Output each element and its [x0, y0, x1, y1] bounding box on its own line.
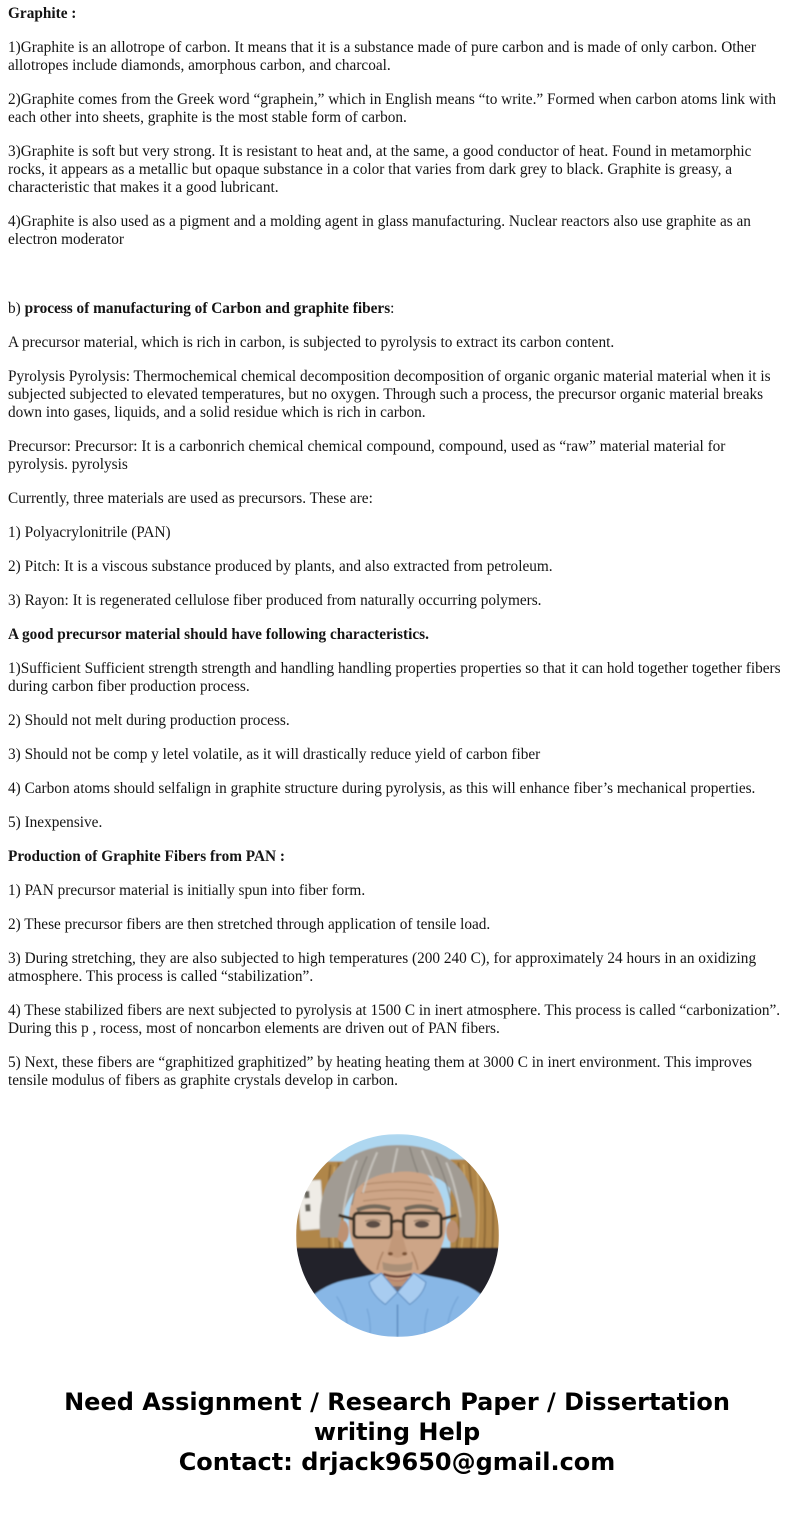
list-item: 5) Inexpensive. — [8, 814, 103, 831]
list-item: 3) Should not be comp y letel volatile, as it will drastically reduce yield of carbon fiber — [8, 746, 541, 763]
list-item: 2) These precursor fibers are then stretched through application of tensile load. — [8, 916, 491, 933]
paragraph: 1)Graphite is an allotrope of carbon. It means that it is a substance made of pure carbon and is made of only carbon. Other allotropes include diamonds, amorphous carbon, and charcoal. — [8, 39, 757, 74]
list-item: 5) Next, these fibers are “graphitized graphitized” by heating heating them at 3000 C in inert environment. This improves tensile modulus of fibers as graphite crystals develop in carbon. — [8, 1054, 752, 1089]
footer-line-2: writing Help — [313, 1418, 481, 1446]
list-item: 3) During stretching, they are also subjected to high temperatures (200 240 C), for approximately 24 hours in an oxidizing atmosphere. This process is called “stabilization”. — [8, 950, 757, 985]
footer-line-1: Need Assignment / Research Paper / Dissertation — [64, 1388, 730, 1416]
list-item: 1) Polyacrylonitrile (PAN) — [8, 524, 171, 541]
heading-bold-text: process of manufacturing of Carbon and graphite fibers — [24, 300, 391, 317]
profile-photo-container — [0, 1134, 794, 1337]
paragraph: Pyrolysis Pyrolysis: Thermochemical chemical decomposition decomposition of organic organic material material when it is subjected subjected to elevated temperatures, but no oxygen. Through such a process, the precursor organic material breaks down into gases, liquids, and a solid residue which is rich in carbon. — [8, 368, 771, 421]
heading-prefix: b) — [8, 300, 25, 317]
paragraph: 2)Graphite comes from the Greek word “graphein,” which in English means “to write.” Formed when carbon atoms link with each other into sheets, graphite is the most stable form of carbon. — [8, 91, 777, 126]
paragraph: Precursor: Precursor: It is a carbonrich chemical chemical compound, compound, used as “raw” material material for pyrolysis. pyrolysis — [8, 438, 726, 473]
list-item: 2) Pitch: It is a viscous substance produced by plants, and also extracted from petroleum. — [8, 558, 553, 575]
paragraph: Currently, three materials are used as precursors. These are: — [8, 490, 373, 507]
paragraph: A precursor material, which is rich in carbon, is subjected to pyrolysis to extract its carbon content. — [8, 334, 615, 351]
paragraph: 3)Graphite is soft but very strong. It is resistant to heat and, at the same, a good conductor of heat. Found in metamorphic rocks, it appears as a metallic but opaque substance in a color that varies from dark grey to black. Graphite is greasy, a characteristic that makes it a good lubricant. — [8, 143, 752, 196]
list-item: 1) PAN precursor material is initially spun into fiber form. — [8, 882, 366, 899]
list-item: 1)Sufficient Sufficient strength strength and handling handling properties properties so that it can hold together together fibers during carbon fiber production process. — [8, 660, 781, 695]
list-item: 4) Carbon atoms should selfalign in graphite structure during pyrolysis, as this will enhance fiber’s mechanical properties. — [8, 780, 756, 797]
heading-suffix: : — [390, 300, 395, 317]
photo-clip-group — [296, 1134, 499, 1337]
footer-banner — [0, 1387, 794, 1477]
footer-contact-line: Contact: drjack9650@gmail.com — [178, 1448, 616, 1476]
list-item: 2) Should not melt during production process. — [8, 712, 290, 729]
list-item: 3) Rayon: It is regenerated cellulose fiber produced from naturally occurring polymers. — [8, 592, 542, 609]
manufacturing-heading — [8, 300, 786, 318]
graphite-heading: Graphite : — [8, 5, 77, 22]
list-item: 4) These stabilized fibers are next subjected to pyrolysis at 1500 C in inert atmosphere. This process is called “carbonization”. During this p , rocess, most of noncarbon elements are driven out of PAN fibers. — [8, 1002, 781, 1037]
production-heading: Production of Graphite Fibers from PAN : — [8, 848, 286, 865]
blank-gap — [8, 265, 786, 284]
paragraph: 4)Graphite is also used as a pigment and a molding agent in glass manufacturing. Nuclear reactors also use graphite as an electron moderator — [8, 213, 751, 248]
characteristics-heading: A good precursor material should have following characteristics. — [8, 626, 429, 643]
profile-photo — [296, 1134, 499, 1337]
